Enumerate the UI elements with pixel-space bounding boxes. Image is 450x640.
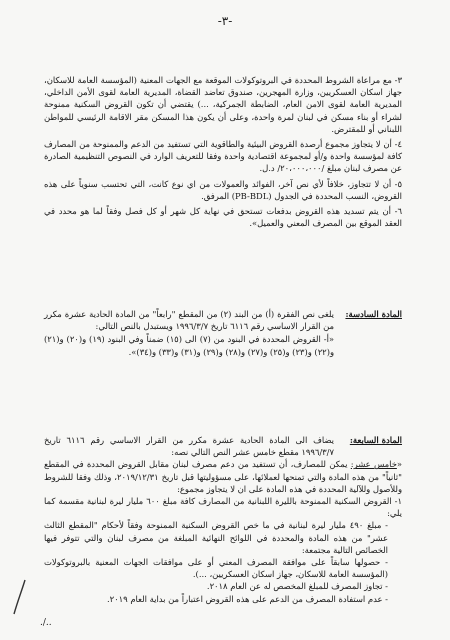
- page-number: -٣-: [217, 14, 233, 28]
- page-continues-marker: ./..: [40, 618, 52, 628]
- condition-6: ٦- أن يتم تسديد هذه القروض بدفعات تستحق في نهاية كل شهر أو كل فصل وفقاً لما هو محدد في العقد الموقع بين المصرف المعني والعميل».: [44, 206, 402, 229]
- margin-pen-mark: [10, 578, 30, 618]
- article-6: [44, 308, 402, 358]
- article-7-heading: خامس عشر:: [350, 459, 397, 470]
- article-7-heading-text: يمكن للمصارف، أن تستفيد من دعم مصرف لبنان مقابل القروض المحددة في المقطع "ثانياً" من هذه المادة والتي تمنحها لعملائها، على مسؤوليتها قبل تاريخ ٢٠١٩/١٢/٣١، وذلك وفقا للشروط وللأصول وللآلية المحددة في هذه المادة على ان لا يتجاوز مجموع:: [44, 459, 402, 494]
- article-6-intro: يلغى نص الفقرة (أ) من البند (٢) من المقطع "رابعاً" من المادة الحادية عشرة مكرر من القرار الاساسي رقم ٦١١٦ تاريخ ١٩٩٦/٣/٧ ويستبدل بالنص التالي:: [44, 309, 335, 332]
- article-7: [44, 434, 402, 605]
- opening-quote-mark: «: [396, 459, 402, 470]
- article-7-label: المادة السابعة:: [349, 435, 402, 445]
- article-6-label: المادة السادسة:: [345, 309, 402, 319]
- article-7-intro: يضاف الى المادة الحادية عشرة مكرر من القرار الاساسي رقم ٦١١٦ تاريخ ١٩٩٦/٣/٧ مقطع خامس عشر النص التالي نصه:: [44, 435, 334, 458]
- condition-5: ٥- أن لا تتجاوز، خلافاً لأي نص آخر، الفوائد والعمولات من اي نوع كانت، التي تحتسب سنوياً على هذه القروض، النسب المحددة في الجدول (PB-BDL) المرفق.: [44, 178, 402, 201]
- article-7-item-3: - حصولها سابقاً على موافقة المصرف المعني أو على موافقات الجهات المعنية بالبروتوكولات (المؤسسة العامة للاسكان، جهاز اسكان العسكريين، ...).: [44, 557, 388, 580]
- article-7-item-5: - عدم استفادة المصرف من الدعم على هذه القروض اعتباراً من بداية العام ٢٠١٩.: [106, 593, 388, 604]
- article-7-heading-paragraph: [44, 458, 402, 495]
- conditions-list: [44, 74, 402, 232]
- article-7-item-4: - تجاوز المصرف للمبلغ المخصص له عن العام ٢٠١٨.: [206, 581, 388, 592]
- article-7-item-2: - مبلغ ٤٩٠ مليار ليرة لبنانية في ما خص القروض السكنية الممنوحة وفقاً لأحكام "المقطع الثالث عشر" من هذه المادة والمحددة في اللوائح النهائية المبلغة من مصرف لبنان والتي تتوفر فيها الخصائص التالية مجتمعة:: [44, 520, 388, 555]
- condition-4: ٤- أن لا يتجاوز مجموع أرصدة القروض البيئية والطاقوية التي تستفيد من الدعم والممنوحة من المصارف كافة لمؤسسة واحدة و/أو لمجموعة اقتصادية واحدة وفقا للتعريف الوارد في النصوص التنظيمية الصادرة عن مصرف لبنان مبلغ /٢٠،٠٠٠،٠٠٠/ د.ل.: [44, 139, 402, 174]
- article-6-quote: «أ- القروض المحددة في البنود من (٧) الى (١٥) ضمناً وفي البنود (١٩) و(٢٠) و(٢١) و(٢٢) و(٢٣) و(٢٥) و(٢٧) و(٢٨) و(٢٩) و(٣١) و(٣٣) و(٣٤)».: [44, 334, 335, 357]
- condition-3: ٣- مع مراعاة الشروط المحددة في البروتوكولات الموقعة مع الجهات المعنية (المؤسسة العامة للاسكان، جهاز اسكان العسكريين، وزارة المهجرين، صندوق تعاضد القضاة، المديرية العامة لقوى الأمن الداخلي، المديرية العامة لقوى الامن العام، الضابطة الجمركية، ...) يقتضي أن تكون القروض السكنية ممنوحة لشراء أو بناء مسكن في لبنان لمرة واحدة، وعلى أن يكون هذا المسكن مقر الاقامة الرئيسي للمواطن اللبناني أو للمقترض.: [44, 75, 402, 134]
- article-7-item-1: ١- القروض السكنية الممنوحة بالليرة اللبنانية من المصارف كافة مبلغ ٦٠٠ مليار ليرة لبنانية مقسمة كما يلي:: [44, 496, 402, 519]
